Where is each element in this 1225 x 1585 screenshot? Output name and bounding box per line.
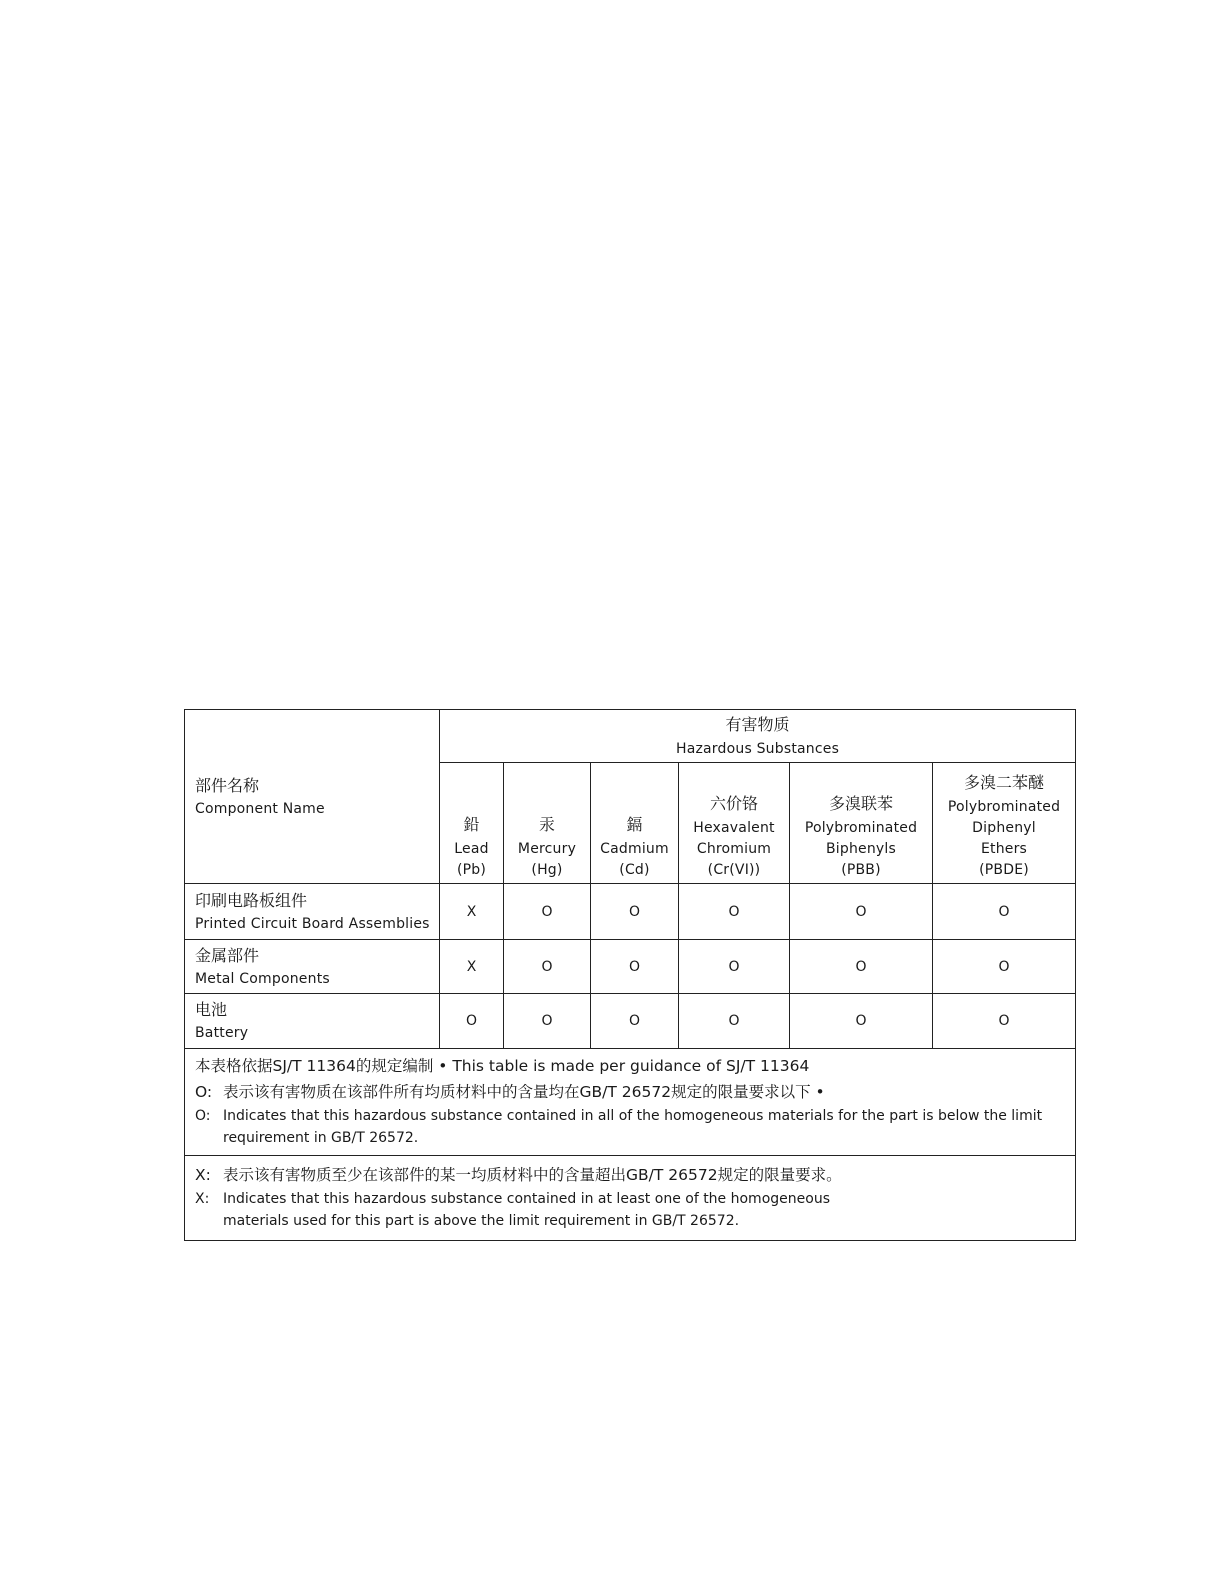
table-row (185, 884, 1076, 940)
component-cell (185, 994, 440, 1049)
hazardous-substances-header-en: Hazardous Substances (675, 741, 840, 757)
compliance-mark: O (440, 994, 504, 1049)
compliance-mark: O (679, 994, 790, 1049)
component-name-header-zh: 部件名称 (195, 775, 260, 795)
component-name-en: Printed Circuit Board Assemblies (195, 915, 430, 932)
o-legend-label: O: (195, 1083, 213, 1101)
substance-symbol: (Cr(VI)) (707, 862, 761, 878)
substance-en: Diphenyl (972, 820, 1036, 836)
x-legend-text-en-continued: materials used for this part is above the limit requirement in GB/T 26572. (223, 1213, 740, 1229)
compliance-mark: O (591, 994, 679, 1049)
substance-header-pbde (933, 763, 1076, 884)
component-name-header (185, 710, 440, 884)
o-legend-text-zh: 表示该有害物质在该部件所有均质材料中的含量均在GB/T 26572规定的限量要求以下 • (223, 1083, 825, 1101)
compliance-mark: O (591, 884, 679, 940)
guidance-text: 本表格依据SJ/T 11364的规定编制 • This table is made per guidance of SJ/T 11364 (195, 1057, 810, 1075)
compliance-mark: O (504, 940, 591, 994)
substance-header-mercury (504, 763, 591, 884)
table-row (185, 940, 1076, 994)
guidance-note (195, 1053, 1065, 1079)
substance-en: Mercury (517, 841, 577, 857)
o-note-en-continued (195, 1127, 1065, 1149)
substance-zh: 多溴联苯 (828, 794, 893, 813)
substance-en: Ethers (980, 841, 1028, 857)
hazardous-substances-header-zh: 有害物质 (725, 715, 790, 734)
component-cell (185, 940, 440, 994)
o-legend-label: O: (195, 1108, 211, 1124)
x-note-en-continued (195, 1210, 1065, 1232)
component-name-zh: 印刷电路板组件 (195, 890, 308, 910)
compliance-mark: O (933, 940, 1076, 994)
substance-en: Polybrominated (804, 820, 918, 836)
substance-symbol: (PBB) (841, 862, 881, 878)
substance-header-hexavalent-chromium (679, 763, 790, 884)
compliance-mark: O (790, 994, 933, 1049)
compliance-mark: O (504, 884, 591, 940)
substance-header-lead (440, 763, 504, 884)
substance-zh: 汞 (538, 815, 555, 834)
x-legend-text-zh: 表示该有害物质至少在该部件的某一均质材料中的含量超出GB/T 26572规定的限量要求。 (223, 1166, 842, 1184)
component-name-en: Battery (195, 1025, 249, 1041)
compliance-mark: O (591, 940, 679, 994)
o-legend-text-en-continued: requirement in GB/T 26572. (223, 1130, 419, 1146)
substance-symbol: (PBDE) (979, 862, 1029, 878)
x-legend-label: X: (195, 1166, 211, 1184)
hazardous-substances-table (184, 709, 1076, 1241)
compliance-mark: O (790, 884, 933, 940)
o-note-en (195, 1105, 1065, 1127)
compliance-mark: O (933, 994, 1076, 1049)
component-name-zh: 电池 (195, 1000, 228, 1019)
substance-symbol: (Pb) (456, 862, 487, 878)
substance-en: Polybrominated (947, 799, 1061, 815)
x-legend-label: X: (195, 1191, 210, 1207)
compliance-mark: O (679, 940, 790, 994)
substance-zh: 鎘 (626, 815, 643, 834)
substance-en: Chromium (696, 841, 772, 857)
substance-symbol: (Cd) (619, 862, 650, 878)
compliance-mark: X (440, 940, 504, 994)
component-cell (185, 884, 440, 940)
substance-zh: 多溴二苯醚 (964, 773, 1045, 792)
component-name-header-en: Component Name (195, 800, 325, 817)
x-note-en (195, 1188, 1065, 1210)
x-note-zh (195, 1162, 1065, 1188)
compliance-mark: O (679, 884, 790, 940)
o-legend-text-en: Indicates that this hazardous substance contained in all of the homogeneous materials for the part is below the limit (223, 1108, 1043, 1124)
substance-en: Lead (454, 841, 489, 857)
notes-x-section (185, 1156, 1076, 1241)
substance-zh: 鉛 (463, 815, 480, 834)
compliance-mark: O (504, 994, 591, 1049)
x-legend-text-en: Indicates that this hazardous substance contained in at least one of the homogeneous (223, 1191, 830, 1207)
substance-zh: 六价铬 (709, 794, 758, 813)
compliance-mark: O (790, 940, 933, 994)
hazardous-substances-header (440, 710, 1076, 763)
substance-en: Hexavalent (693, 820, 775, 836)
substance-symbol: (Hg) (531, 862, 563, 878)
substance-header-cadmium (591, 763, 679, 884)
notes-o-section (185, 1049, 1076, 1156)
substance-en: Cadmium (600, 841, 669, 857)
table-row (185, 994, 1076, 1049)
component-name-zh: 金属部件 (195, 945, 260, 965)
compliance-mark: O (933, 884, 1076, 940)
o-note-zh (195, 1079, 1065, 1105)
substance-en: Biphenyls (825, 841, 896, 857)
compliance-mark: X (440, 884, 504, 940)
component-name-en: Metal Components (195, 970, 330, 987)
substance-header-pbb (790, 763, 933, 884)
